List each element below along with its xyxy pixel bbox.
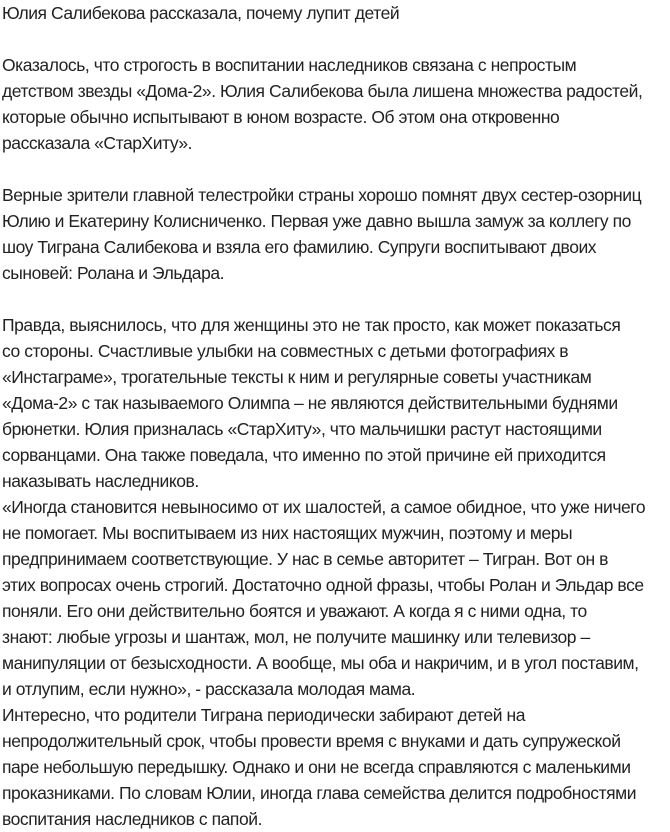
text-line: паре небольшую передышку. Однако и они не всегда справляются с маленькими — [2, 757, 631, 777]
text-line: «Дома-2» с так называемого Олимпа – не являются действительными буднями — [2, 393, 618, 413]
text-line: наказывать наследников. — [2, 471, 199, 491]
paragraph-1 — [2, 52, 670, 156]
spacer — [2, 286, 670, 312]
text-line: «Инстаграме», трогательные тексты к ним и регулярные советы участникам — [2, 367, 592, 387]
quote-line: и отлупим, если нужно», - рассказала молодая мама. — [2, 679, 416, 699]
text-line: Оказалось, что строгость в воспитании наследников связана с непростым — [2, 55, 577, 75]
spacer — [2, 156, 670, 182]
quote-line: знают: любые угрозы и шантаж, мол, не получите машинку или телевизор – — [2, 627, 590, 647]
text-line: которые обычно испытывают в юном возрасте. Об этом она откровенно — [2, 107, 560, 127]
quote-line: поняли. Его они действительно боятся и уважают. А когда я с ними одна, то — [2, 601, 587, 621]
quote-line: не помогает. Мы воспитываем из них настоящих мужчин, поэтому и меры — [2, 523, 573, 543]
text-line: Юлию и Екатерину Колисниченко. Первая уже давно вышла замуж за коллегу по — [2, 211, 631, 231]
paragraph-3 — [2, 312, 670, 832]
paragraph-2 — [2, 182, 670, 286]
spacer — [2, 26, 670, 52]
text-line: Правда, выяснилось, что для женщины это не так просто, как может показаться — [2, 315, 621, 335]
text-line: детством звезды «Дома-2». Юлия Салибекова была лишена множества радостей, — [2, 81, 643, 101]
quote-line: манипуляции от безысходности. А вообще, мы оба и накричим, и в угол поставим, — [2, 653, 639, 673]
text-line: проказниками. По словам Юлии, иногда глава семейства делится подробностями — [2, 783, 637, 803]
text-line: сорванцами. Она также поведала, что именно по этой причине ей приходится — [2, 445, 606, 465]
text-line: Верные зрители главной телестройки страны хорошо помнят двух сестер-озорниц — [2, 185, 642, 205]
text-line: шоу Тиграна Салибекова и взяла его фамилию. Супруги воспитывают двоих — [2, 237, 597, 257]
text-line: воспитания наследников с папой. — [2, 809, 262, 829]
text-line: со стороны. Счастливые улыбки на совместных с детьми фотографиях в — [2, 341, 569, 361]
text-line: сыновей: Ролана и Эльдара. — [2, 263, 225, 283]
text-line: брюнетки. Юлия призналась «СтарХиту», что мальчишки растут настоящими — [2, 419, 602, 439]
text-line: непродолжительный срок, чтобы провести время с внуками и дать супружеской — [2, 731, 621, 751]
quote-line: этих вопросах очень строгий. Достаточно одной фразы, чтобы Ролан и Эльдар все — [2, 575, 644, 595]
quote-line: предпринимаем соответствующие. У нас в семье авторитет – Тигран. Вот он в — [2, 549, 608, 569]
text-line: рассказала «СтарХиту». — [2, 133, 193, 153]
article-title: Юлия Салибекова рассказала, почему лупит детей — [2, 3, 400, 23]
quote-line: «Иногда становится невыносимо от их шалостей, а самое обидное, что уже ничего — [2, 497, 646, 517]
text-line: Интересно, что родители Тиграна периодически забирают детей на — [2, 705, 525, 725]
